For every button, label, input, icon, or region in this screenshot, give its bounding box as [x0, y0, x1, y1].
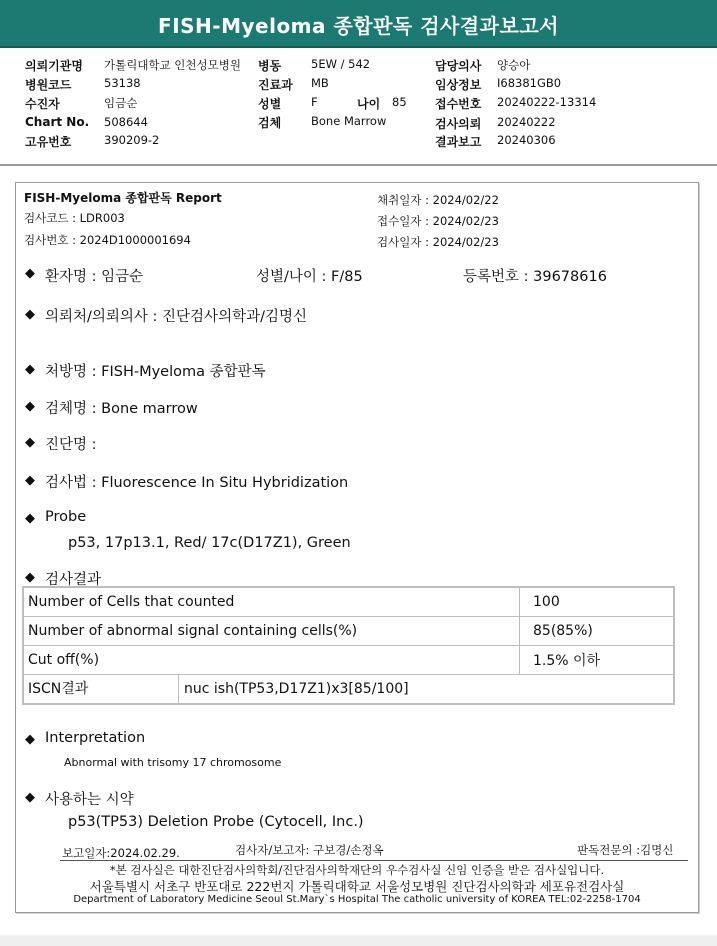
table-row [23, 587, 674, 617]
field-value-department: MB [311, 76, 329, 90]
field-value-test-request: 20240222 [497, 115, 556, 129]
field-value-age: 85 [392, 95, 407, 109]
specimen-name: 검체명 : Bone marrow [45, 401, 198, 417]
result-label: Number of abnormal signal containing cells(%) [23, 617, 520, 646]
footer-divider [60, 860, 688, 861]
field-label-result-report: 결과보고 [435, 135, 482, 149]
interpretation-title: Interpretation [45, 730, 146, 746]
iscn-label: ISCN결과 [24, 675, 179, 703]
test-code: 검사코드 : LDR003 [24, 211, 125, 225]
field-value-unique-id: 390209-2 [104, 133, 160, 147]
field-label-department: 진료과 [258, 78, 293, 92]
bullet-diamond-icon: ◆ [25, 790, 35, 805]
table-row [23, 646, 674, 675]
result-value: 100 [520, 587, 675, 617]
iscn-value: nuc ish(TP53,D17Z1)x3[85/100] [184, 681, 409, 697]
field-value-physician: 양승아 [497, 58, 531, 72]
field-value-patient: 임금순 [104, 96, 138, 110]
field-value-sex: F [311, 95, 318, 109]
result-value: 1.5% 이하 [520, 646, 675, 675]
bullet-diamond-icon: ◆ [25, 732, 35, 747]
field-label-clinical-info: 임상정보 [435, 78, 482, 92]
field-label-patient: 수진자 [25, 97, 60, 111]
result-label: Number of Cells that counted [23, 587, 520, 617]
specialist: 판독전문의 :김명신 [577, 843, 674, 857]
received-date: 접수일자 : 2024/02/23 [377, 214, 499, 228]
field-label-chart-no: Chart No. [25, 115, 90, 129]
reporters: 검사자/보고자: 구보경/손정옥 [235, 843, 384, 857]
result-value: 85(85%) [520, 617, 675, 646]
field-label-sex: 성별 [258, 97, 282, 111]
field-value-requesting-institution: 가톨릭대학교 인천성모병원 [104, 58, 241, 72]
field-label-physician: 담당의사 [435, 59, 482, 73]
title-bar [0, 0, 717, 48]
table-row [23, 617, 674, 646]
field-value-receipt-number: 20240222-13314 [497, 95, 597, 109]
report-heading: FISH-Myeloma 종합판독 Report [24, 191, 222, 205]
field-label-hospital-code: 병원코드 [25, 78, 72, 92]
field-value-ward: 5EW / 542 [311, 57, 371, 71]
bullet-diamond-icon: ◆ [25, 307, 35, 322]
registration-number: 등록번호 : 39678616 [463, 269, 607, 285]
field-label-unique-id: 고유번호 [25, 135, 72, 149]
probe-value: p53, 17p13.1, Red/ 17c(D17Z1), Green [68, 535, 351, 551]
probe-title: Probe [45, 509, 87, 525]
diagnosis: 진단명 : [45, 437, 97, 453]
interpretation-value: Abnormal with trisomy 17 chromosome [64, 756, 282, 769]
field-value-chart-no: 508644 [104, 115, 148, 129]
bullet-diamond-icon: ◆ [25, 362, 35, 377]
bullet-diamond-icon: ◆ [25, 266, 35, 281]
field-value-result-report: 20240306 [497, 133, 556, 147]
field-value-hospital-code: 53138 [104, 76, 141, 90]
bullet-diamond-icon: ◆ [25, 435, 35, 450]
table-row [23, 675, 674, 705]
bullet-diamond-icon: ◆ [25, 570, 35, 585]
results-title: 검사결과 [45, 572, 102, 588]
reagent-value: p53(TP53) Deletion Probe (Cytocell, Inc.) [68, 814, 364, 830]
patient-name: 환자명 : 임금순 [45, 269, 144, 285]
bullet-diamond-icon: ◆ [25, 511, 35, 526]
address-english: Department of Laboratory Medicine Seoul St.Mary`s Hospital The catholic university of KOREA TEL:02-2258-1704 [73, 894, 641, 905]
field-label-test-request: 검사의뢰 [435, 117, 482, 131]
test-method: 검사법 : Fluorescence In Situ Hybridization [45, 475, 349, 491]
field-label-specimen: 검체 [258, 116, 282, 130]
field-value-clinical-info: I68381GB0 [497, 76, 562, 90]
result-label: Cut off(%) [23, 646, 520, 675]
field-label-age: 나이 [357, 97, 381, 111]
test-number: 검사번호 : 2024D1000001694 [24, 233, 191, 247]
address-korean: 서울특별시 서초구 반포대로 222번지 가톨릭대학교 서울성모병원 진단검사의학과 세포유전검사실 [89, 879, 625, 894]
collected-date: 채취일자 : 2024/02/22 [377, 193, 499, 207]
results-table [22, 586, 675, 705]
report-date: 보고일자:2024.02.29. [62, 846, 180, 860]
field-label-ward: 병동 [258, 59, 282, 73]
page-title: FISH-Myeloma 종합판독 검사결과보고서 [158, 14, 559, 38]
field-label-requesting-institution: 의뢰기관명 [25, 59, 83, 73]
field-value-specimen: Bone Marrow [311, 114, 387, 128]
bullet-diamond-icon: ◆ [25, 399, 35, 414]
bottom-bar [0, 935, 717, 946]
tested-date: 검사일자 : 2024/02/23 [377, 235, 499, 249]
field-label-receipt-number: 접수번호 [435, 97, 482, 111]
header-divider [0, 164, 717, 166]
bullet-diamond-icon: ◆ [25, 473, 35, 488]
prescription: 처방명 : FISH-Myeloma 종합판독 [45, 364, 266, 380]
reagent-title: 사용하는 시약 [45, 792, 134, 808]
certification-note: *본 검사실은 대한진단검사의학회/진단검사의학재단의 우수검사실 신임 인증을 받은 검사실입니다. [109, 863, 605, 877]
sex-age: 성별/나이 : F/85 [256, 269, 363, 285]
referral: 의뢰처/의뢰의사 : 진단검사의학과/김명신 [45, 309, 307, 325]
